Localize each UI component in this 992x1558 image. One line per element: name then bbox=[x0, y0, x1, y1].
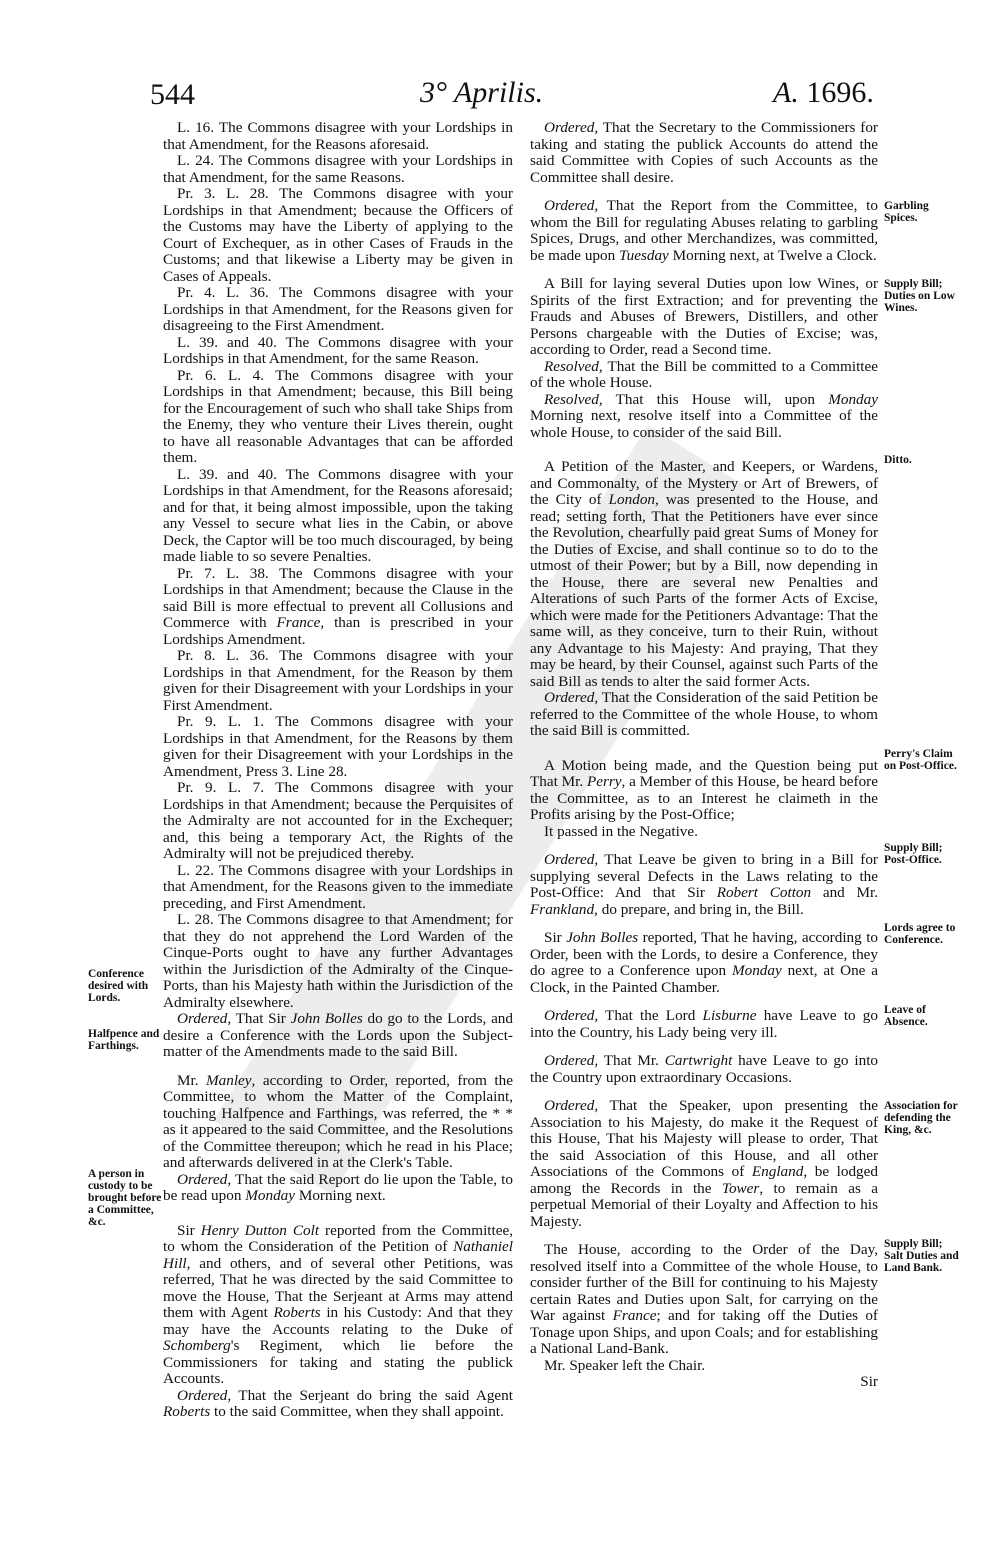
italic-text: France bbox=[276, 614, 321, 631]
paragraph bbox=[530, 120, 878, 186]
text: Morning next. bbox=[295, 1187, 386, 1204]
text: in his Custody: And that they may have the Accounts relating to the Duke of bbox=[163, 1304, 513, 1338]
text: , a Member of this House, be heard before the Committee, as to an Interest he claimeth in the Profits arising by the Post-Office; bbox=[530, 773, 878, 823]
paragraph bbox=[530, 198, 878, 264]
margin-note: Garbling Spices. bbox=[884, 200, 929, 224]
italic-text: Ordered, bbox=[177, 1170, 232, 1188]
margin-note: Supply Bill; Post-Office. bbox=[884, 842, 943, 866]
paragraph bbox=[530, 359, 878, 392]
italic-text: Ordered, bbox=[177, 1010, 232, 1027]
paragraph: Pr. 8. L. 36. The Commons disagree with your Lordships in that Amendment, for the Reason by them given for their Disagreement with your Lordships in your First Amendment. bbox=[163, 647, 513, 714]
paragraph bbox=[530, 392, 878, 442]
italic-text: Ordered, bbox=[544, 1052, 599, 1069]
text: and Mr. bbox=[811, 884, 879, 901]
italic-text: London bbox=[608, 491, 656, 508]
paragraph: L. 39. and 40. The Commons disagree with your Lordships in that Amendment, for the same Reason. bbox=[163, 333, 513, 367]
margin-note: Association for defending the King, &c. bbox=[884, 1100, 958, 1136]
italic-text: John Bolles bbox=[290, 1010, 363, 1027]
text: That the Secretary to the Commissioners for taking and stating the publick Accounts do attend the said Committee with Copies of such Accounts as the Committee shall desire. bbox=[530, 119, 878, 186]
paragraph: A Bill for laying several Duties upon low Wines, or Spirits of the first Extraction; and for preventing the Frauds and Abuses of Brewers, Distillers, and other Persons chargeable with the Duties of Excise; was, according to Order, read a Second time. bbox=[530, 275, 878, 358]
italic-text: Cartwright bbox=[664, 1052, 733, 1069]
text: , than is prescribed in your Lordships Amendment. bbox=[163, 614, 513, 648]
text: Sir bbox=[544, 929, 567, 946]
text: , and others, and of several other Petitions, was referred, That he was directed by the said Committee to move the House, That the Serjeant at Arms may attend them with Agent bbox=[163, 1254, 513, 1321]
paragraph: Pr. 9. L. 1. The Commons disagree with your Lordships in that Amendment, for the Reasons by them given for their Disagreement with your Lordships in the Amendment, Press 3. Line 28. bbox=[163, 713, 513, 780]
paragraph: Mr. Speaker left the Chair. bbox=[544, 1356, 706, 1374]
text: have Leave to go into the Country, his Lady being very ill. bbox=[530, 1007, 878, 1041]
italic-text: France bbox=[612, 1307, 657, 1324]
paragraph: Pr. 4. L. 36. The Commons disagree with your Lordships in that Amendment, for the Reasons given for disagreeing to the First Amendment. bbox=[163, 284, 513, 334]
text: That the Consideration of the said Petition be referred to the Committee of the whole House, to whom the said Bill is committed. bbox=[530, 689, 878, 739]
paragraph bbox=[530, 852, 878, 918]
italic-text: Monday bbox=[245, 1187, 296, 1204]
paragraph bbox=[530, 930, 878, 996]
text: to the said Committee, when they shall appoint. bbox=[210, 1403, 504, 1420]
margin-note: Perry's Claim on Post-Office. bbox=[884, 748, 957, 772]
text: Pr. 7. L. 38. The Commons disagree with your Lordships in that Amendment; because the Clause in the said Bill is more effectual to prevent all Collusions and Commerce with bbox=[163, 564, 513, 631]
text: Mr. bbox=[177, 1071, 206, 1089]
text: have Leave to go into the Country upon extraordinary Occasions. bbox=[530, 1052, 879, 1086]
text: The House, according to the Order of the Day, resolved itself into a Committee of the whole House, to consider further of the Bill for continuing to his Majesty certain Rates and Duties upon Salt, for carrying on the War against bbox=[530, 1241, 878, 1324]
text: Morning next, at Twelve a Clock. bbox=[668, 246, 877, 264]
catchword: Sir bbox=[860, 1373, 878, 1390]
text: do go to the Lords, and desire a Conference with the Lords upon the Subject-matter of the Amendments made to the said Bill. bbox=[163, 1010, 513, 1060]
paragraph bbox=[530, 1098, 878, 1230]
text: 's Regiment, which lie before the Commissioners for taking and stating the publick Accounts. bbox=[163, 1337, 513, 1387]
text: That the Bill be committed to a Committee of the whole House. bbox=[530, 357, 878, 391]
text: That Sir bbox=[231, 1010, 291, 1027]
italic-text: England bbox=[751, 1163, 804, 1180]
paragraph bbox=[163, 1388, 513, 1421]
text: , be lodged among the Records in the bbox=[530, 1163, 878, 1197]
italic-text: Ordered, bbox=[544, 1097, 599, 1114]
italic-text: Ordered, bbox=[544, 689, 599, 706]
text: , to remain as a perpetual Memorial of their Loyalty and Affection to his Majesty. bbox=[530, 1179, 879, 1230]
margin-note: Supply Bill; Salt Duties and Land Bank. bbox=[884, 1238, 959, 1274]
italic-text: Monday bbox=[828, 390, 878, 408]
text: A Motion being made, and the Question being put That Mr. bbox=[530, 756, 878, 790]
page-number: 544 bbox=[150, 78, 195, 111]
margin-note: Lords agree to Conference. bbox=[884, 922, 956, 946]
left-column bbox=[163, 120, 513, 1421]
text: That the Lord bbox=[598, 1007, 703, 1024]
italic-text: Perry bbox=[586, 773, 622, 790]
text: Morning next, resolve itself into a Committee of the whole House, to consider of the said Bill. bbox=[530, 407, 878, 441]
italic-text: Tower bbox=[721, 1179, 760, 1197]
margin-note: Supply Bill; Duties on Low Wines. bbox=[884, 278, 955, 314]
italic-text: John Bolles bbox=[566, 929, 639, 946]
margin-note: Conference desired with Lords. bbox=[88, 968, 149, 1004]
italic-text: Ordered, bbox=[544, 197, 599, 214]
italic-text: Frankland bbox=[530, 900, 595, 918]
paragraph bbox=[530, 1053, 878, 1086]
paragraph bbox=[163, 1011, 513, 1061]
italic-text: Ordered, bbox=[177, 1386, 232, 1404]
text: Sir bbox=[177, 1221, 201, 1239]
text: That the Serjeant do bring the said Agent bbox=[231, 1386, 513, 1404]
italic-text: Resolved, bbox=[544, 390, 603, 408]
text: ; and for taking off the Duties of Tonage upon Ships, and upon Coals; and for establishing a National Land-Bank. bbox=[530, 1307, 878, 1357]
italic-text: Ordered, bbox=[544, 851, 599, 868]
paragraph: Pr. 9. L. 7. The Commons disagree with your Lordships in that Amendment; because the Perquisites of the Admiralty are not accounted for in the Exchequer; and, this being a temporary Act, the Rights of the Admiralty will not be prejudiced thereby. bbox=[163, 779, 513, 862]
paragraph: L. 39. and 40. The Commons disagree with your Lordships in that Amendment, for the Reasons aforesaid; and for that, it being almost impossible, upon the taking any Vessel to secure what lies in the Cabin, or above Deck, the Captor will be too much discouraged, by being made liable to so severe Penalties. bbox=[163, 465, 513, 565]
text: That Mr. bbox=[598, 1052, 665, 1069]
italic-text: Roberts bbox=[163, 1403, 211, 1420]
page-year bbox=[773, 76, 874, 110]
paragraph: L. 24. The Commons disagree with your Lordships in that Amendment, for the same Reasons. bbox=[163, 152, 513, 186]
italic-text: Monday bbox=[731, 962, 782, 979]
paragraph bbox=[530, 690, 878, 740]
text: reported, That he having, according to Order, been with the Lords, to desire a Conference, they do agree to a Conference upon bbox=[530, 929, 879, 979]
paragraph: Pr. 6. L. 4. The Commons disagree with your Lordships in that Amendment; because, this Bill being for the Encouragement of such who shall take Ships from the Enemy, they who venture their Lives therein, ought to have all reasonable Advantages that can be afforded them. bbox=[163, 366, 513, 466]
paragraph: L. 28. The Commons disagree to that Amendment; for that they do not apprehend the Lord Warden of the Cinque-Ports ought to have any further Advantages within the Jurisdiction of the Admiralty of the Cinque-Ports, than his Majesty hath within the Jurisdiction of the Admiralty elsewhere. bbox=[163, 911, 513, 1011]
text: That the Speaker, upon presenting the Association to his Majesty, do make it the Request of this House, That his Majesty will please to order, That the said Association of this House, and all other Associations of the Commons of bbox=[530, 1097, 878, 1180]
text: next, at One a Clock, in the Painted Chamber. bbox=[530, 962, 878, 996]
paragraph bbox=[163, 1223, 513, 1388]
italic-text: Resolved, bbox=[544, 357, 603, 375]
italic-text: Lisburne bbox=[702, 1007, 757, 1024]
paragraph bbox=[163, 566, 513, 649]
text: That the said Report do lie upon the Table, to be read upon bbox=[163, 1170, 513, 1204]
year-prefix: A. bbox=[773, 76, 799, 109]
italic-text: Robert Cotton bbox=[716, 884, 812, 901]
margin-note: A person in custody to be brought before a Committee, &c. bbox=[88, 1168, 162, 1228]
italic-text: Ordered, bbox=[544, 119, 599, 136]
page-header bbox=[0, 62, 992, 112]
paragraph: L. 16. The Commons disagree with your Lordships in that Amendment, for the Reasons aforesaid. bbox=[163, 119, 513, 153]
text: That Leave be given to bring in a Bill for supplying several Defects in the Laws relating to the Post-Office: And that Sir bbox=[530, 851, 878, 901]
italic-text: Nathaniel Hill bbox=[163, 1238, 513, 1272]
paragraph bbox=[163, 1073, 513, 1172]
margin-note: Halfpence and Farthings. bbox=[88, 1028, 160, 1052]
paragraph bbox=[530, 1242, 878, 1358]
paragraph bbox=[530, 459, 878, 690]
margin-note: Ditto. bbox=[884, 454, 912, 466]
margin-note: Leave of Absence. bbox=[884, 1004, 928, 1028]
italic-text: Tuesday bbox=[619, 246, 669, 264]
italic-text: Ordered, bbox=[544, 1007, 599, 1024]
italic-text: Henry Dutton Colt bbox=[200, 1221, 320, 1239]
paragraph bbox=[530, 758, 878, 824]
text: That this House will, upon bbox=[602, 390, 829, 408]
italic-text: Manley bbox=[206, 1071, 252, 1089]
text: , do prepare, and bring in, the Bill. bbox=[594, 900, 804, 918]
paragraph: L. 22. The Commons disagree with your Lordships in that Amendment, for the Reasons given to the immediate preceding, and First Amendment. bbox=[163, 861, 513, 912]
italic-text: Schomberg bbox=[163, 1337, 231, 1354]
text: , according to Order, reported, from the Committee, to whom the Matter of the Complaint, touching Halfpence and Farthings, was referred, the * * as it appeared to the said Committee, and the Resolutions of the Committee thereupon; which he read in his Place; and afterwards delivered in at the Clerk's Table. bbox=[163, 1071, 513, 1171]
paragraph: Pr. 3. L. 28. The Commons disagree with your Lordships in that Amendment; because the Officers of the Customs may have the Liberty of applying to the Court of Exchequer, as in other Cases of Frauds in the Customs; and that likewise a Liberty may be given in Cases of Appeals. bbox=[163, 185, 513, 285]
text: That the Report from the Committee, to whom the Bill for regulating Abuses relating to garbling Spices, Drugs, and other Merchandizes, was committed, be made upon bbox=[530, 197, 878, 264]
italic-text: Roberts bbox=[273, 1304, 321, 1321]
year-value: 1696. bbox=[806, 76, 874, 109]
paragraph bbox=[530, 1008, 878, 1041]
text: , was presented to the House, and read; setting forth, That the Petitioners have ever since the Revolution, chearfully paid great Sums of Money for the Duties of Excise, and shall continue so to do to the utmost of their Power; but by a Bill, now depending in the House, there are several new Penalties and Alterations of such Parts of the former Acts of Excise, which were made for the Petitioners Advantage: That the same will, as they conceive, turn to their Ruin, without any Advantage to his Majesty: And praying, That they may be heard, by their Counsel, against such Parts of the said Bill as tends to alter the said former Acts. bbox=[530, 491, 878, 690]
text: reported from the Committee, to whom the Consideration of the Petition of bbox=[163, 1221, 514, 1255]
paragraph bbox=[163, 1172, 513, 1205]
paragraph: It passed in the Negative. bbox=[544, 822, 698, 840]
page-date: 3° Aprilis. bbox=[420, 76, 544, 109]
text: A Petition of the Master, and Keepers, or Wardens, and Commonalty, of the Mystery or Art of Brewers, of the City of bbox=[530, 458, 878, 508]
right-column bbox=[530, 120, 878, 1391]
